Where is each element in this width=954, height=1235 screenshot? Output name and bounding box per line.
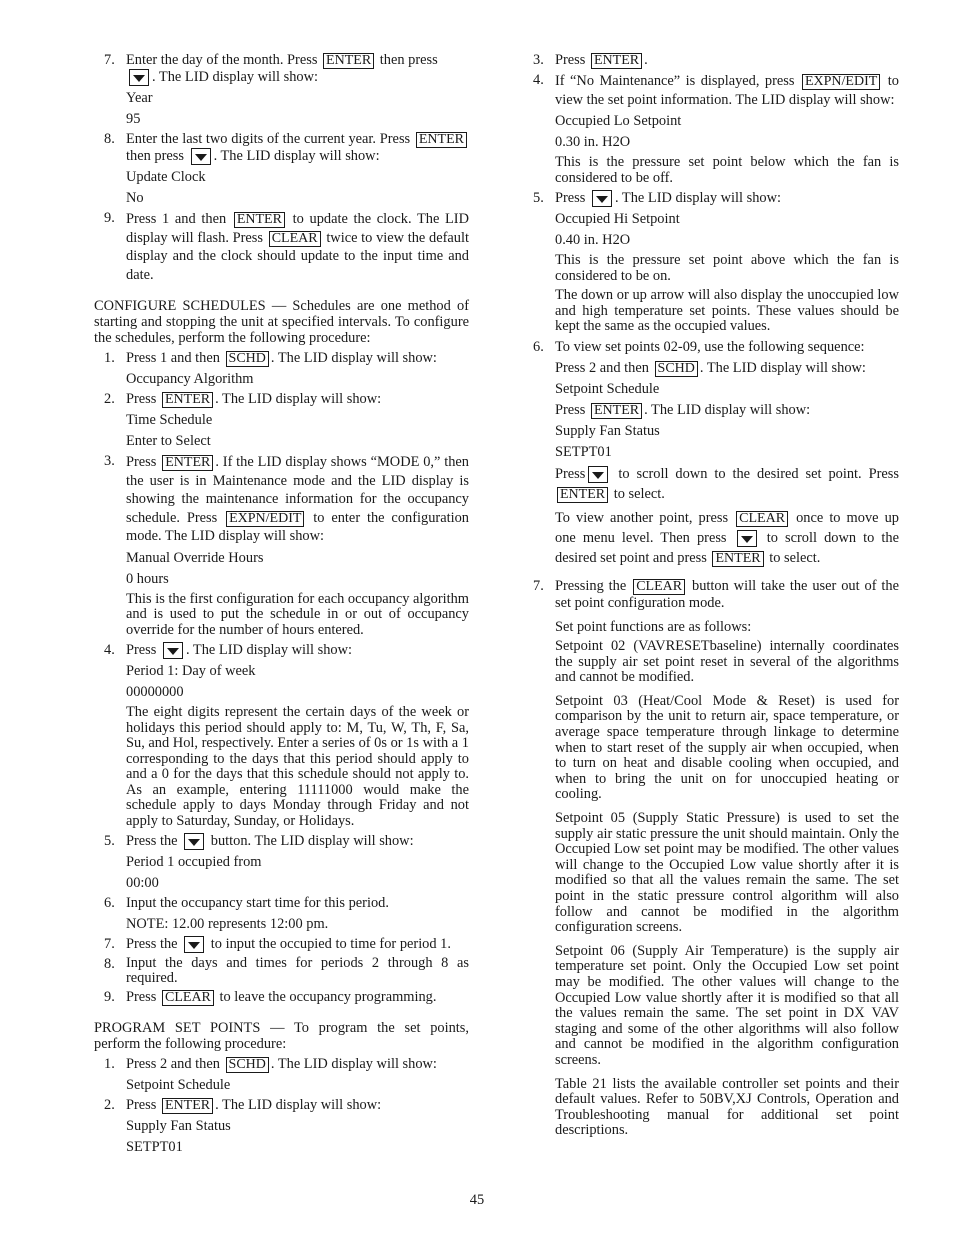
down-arrow-icon: [129, 69, 149, 86]
lid-display-text: 00000000: [126, 684, 184, 700]
lid-display-text: 0.30 in. H2O: [555, 134, 631, 150]
enter-key: ENTER: [591, 403, 642, 419]
step-number: 2.: [104, 1097, 115, 1113]
enter-key: ENTER: [234, 212, 285, 228]
schd-key: SCHD: [226, 1057, 269, 1073]
step-cs5: 5. Press the button. The LID display will show: Period 1 occupied from 00:00: [94, 833, 469, 892]
step-ps6: 6. To view set points 02-09, use the following sequence: Press 2 and then SCHD . The LID display will show: Setpoint Schedule Press ENTER . The LID display will show: Supply Fan Status SETPT01 Press to scroll down to the desired set point. Press ENTER to select. To view another point, press CLEAR once to move up one menu level. Then press to scroll down to the desired set point and press ENTER to select.: [533, 338, 899, 566]
down-arrow-icon: [737, 530, 757, 547]
configure-schedules-heading: CONFIGURE SCHEDULES — Schedules are one method of starting and stopping the unit at specified intervals. To configure the schedules, perform the following procedure:: [94, 298, 469, 346]
down-arrow-icon: [163, 642, 183, 659]
step-ps7: 7. Pressing the CLEAR button will take the user out of the set point configuration mode.: [533, 577, 899, 611]
enter-key: ENTER: [591, 53, 642, 69]
lid-display-text: 00:00: [126, 875, 159, 891]
expn-edit-key: EXPN/EDIT: [226, 511, 304, 527]
setpoint-06-description: Setpoint 06 (Supply Air Temperature) is the supply air temperature set point. Only the Occupied Low set point may be modified. The other values will change to the Occupied Low value shortly after it is modified so that all the values remain the same. The set point in DX VAV staging and some of the other algorithms will also follow and cannot be modified in the algorithm configuration screens.: [555, 942, 899, 1068]
left-column: [94, 52, 469, 1159]
right-column: [523, 52, 899, 1147]
lid-display-text: Year: [126, 90, 153, 106]
lid-display-text: Update Clock: [126, 169, 206, 185]
lid-display-text: Occupancy Algorithm: [126, 371, 254, 387]
lid-display-text: Enter to Select: [126, 433, 211, 449]
enter-key: ENTER: [712, 551, 763, 567]
clear-key: CLEAR: [162, 990, 214, 1006]
step-number: 5.: [104, 833, 115, 849]
setpoint-03-description: Setpoint 03 (Heat/Cool Mode & Reset) is used for comparison by the unit to return air, space temperature, or average space temperature through linkage to determine when to start reset of the supply air when occupied, when to turn on heat and disable cooling when occupied, and when to bring the unit on for unoccupied heating or cooling.: [555, 692, 899, 803]
enter-key: ENTER: [162, 1098, 213, 1114]
step-cs3: 3. Press ENTER . If the LID display shows “MODE 0,” then the user is in Maintenance mode and the LID display is showing the maintenance information for the occupancy schedule. Press EXPN/EDIT to enter the configuration mode. The LID display will show: Manual Override Hours 0 hours This is the first configuration for each occupancy algorithm and is used to put the schedule in or out of occupancy override for the number of hours entered.: [104, 453, 469, 638]
lid-display-text: SETPT01: [555, 443, 612, 460]
lid-display-text: Supply Fan Status: [126, 1118, 231, 1134]
lid-display-text: Setpoint Schedule: [555, 380, 660, 397]
enter-key: ENTER: [557, 487, 608, 503]
step-number: 3.: [533, 52, 544, 68]
step-ps4: 4. If “No Maintenance” is displayed, press EXPN/EDIT to view the set point information. The LID display will show: Occupied Lo Setpoint 0.30 in. H2O This is the pressure set point below which the fan is considered to be off.: [533, 72, 899, 186]
step-number: 6.: [533, 338, 544, 355]
step-number: 4.: [533, 72, 544, 88]
step-number: 5.: [533, 190, 544, 206]
step-number: 9.: [104, 210, 115, 226]
setpoint-02-description: Setpoint 02 (VAVRESETbaseline) internally coordinates the supply air set point reset in several of the algorithms and cannot be modified.: [555, 638, 899, 686]
lid-display-text: 0 hours: [126, 570, 169, 587]
step-ps5: 5. Press . The LID display will show: Occupied Hi Setpoint 0.40 in. H2O This is the pressure set point above which the fan is considered to be on. The down or up arrow will also display the unoccupied low and high temperature set points. These values should be kept the same as the occupied values.: [533, 190, 899, 334]
step-cs1: 1. Press 1 and then SCHD . The LID display will show: Occupancy Algorithm: [94, 350, 469, 388]
step-note: This is the pressure set point above which the fan is considered to be on.: [555, 252, 899, 284]
enter-key: ENTER: [416, 132, 467, 148]
expn-edit-key: EXPN/EDIT: [802, 74, 880, 90]
setpoint-05-description: Setpoint 05 (Supply Static Pressure) is used to set the supply air static pressure the unit should maintain. Only the Occupied Low set point may be modified. The other values will change to the Occupied Low value shortly after it is modified so that all the values remain the same. The set point in the static pressure control algorithm will also follow and cannot be modified in the algorithm configuration screens.: [555, 810, 899, 936]
lid-display-text: 95: [126, 111, 141, 127]
lid-display-text: Period 1 occupied from: [126, 854, 262, 870]
down-arrow-icon: [592, 190, 612, 207]
schd-key: SCHD: [226, 351, 269, 367]
lid-display-text: Occupied Hi Setpoint: [555, 211, 680, 227]
step-set-year: 8. Enter the last two digits of the current year. Press ENTER then press . The LID display will show: Update Clock No: [94, 131, 469, 207]
step-number: 2.: [104, 391, 115, 407]
lid-display-text: Time Schedule: [126, 412, 213, 428]
step-number: 8.: [104, 131, 115, 147]
enter-key: ENTER: [162, 392, 213, 408]
lid-display-text: 0.40 in. H2O: [555, 232, 631, 248]
step-cs2: 2. Press ENTER . The LID display will show: Time Schedule Enter to Select: [94, 391, 469, 450]
step-note: This is the first configuration for each occupancy algorithm and is used to put the schedule in or out of occupancy override for the number of hours entered.: [126, 590, 469, 638]
step-cs8: 8. Input the days and times for periods 2 through 8 as required.: [104, 955, 469, 986]
page-number: 45: [469, 1192, 485, 1208]
down-arrow-icon: [588, 466, 608, 483]
schd-key: SCHD: [655, 361, 698, 377]
step-number: 7.: [104, 52, 115, 68]
step-number: 6.: [104, 895, 115, 911]
step-ps2: 2. Press ENTER . The LID display will show: Supply Fan Status SETPT01: [94, 1097, 469, 1156]
step-note: The down or up arrow will also display the unoccupied low and high temperature set points. These values should be kept the same as the occupied values.: [555, 287, 899, 334]
step-cs6: 6. Input the occupancy start time for this period. NOTE: 12.00 represents 12:00 pm.: [94, 895, 469, 933]
step-number: 7.: [104, 936, 115, 952]
lid-display-text: SETPT01: [126, 1139, 183, 1155]
step-update-clock: 9. Press 1 and then ENTER to update the clock. The LID display will flash. Press CLEAR twice to view the default display and the clock should update to the input time and date.: [104, 210, 469, 283]
step-note: This is the pressure set point below which the fan is considered to be off.: [555, 154, 899, 186]
down-arrow-icon: [184, 833, 204, 850]
lid-display-text: No: [126, 190, 144, 206]
lid-display-text: Occupied Lo Setpoint: [555, 113, 682, 129]
lid-display-text: Supply Fan Status: [555, 422, 660, 439]
step-set-day: 7. Enter the day of the month. Press ENTER then press . The LID display will show: Year 95: [94, 52, 469, 128]
step-ps3: 3. Press ENTER .: [533, 52, 648, 68]
step-ps1: 1. Press 2 and then SCHD . The LID display will show: Setpoint Schedule: [94, 1056, 469, 1094]
step-number: 3.: [104, 453, 115, 469]
lid-display-text: Setpoint Schedule: [126, 1077, 231, 1093]
step-number: 4.: [104, 642, 115, 658]
step-number: 1.: [104, 1056, 115, 1072]
step-number: 7.: [533, 577, 544, 594]
step-cs9: 9. Press CLEAR to leave the occupancy programming.: [104, 989, 437, 1005]
lid-display-text: Manual Override Hours: [126, 549, 264, 566]
step-number: 1.: [104, 350, 115, 366]
step-cs4: 4. Press . The LID display will show: Period 1: Day of week 00000000 The eight digits represent the certain days of the week or holidays this period should apply to: M, Tu, W, Th, F, Sa, Su, and Hol, respectively. Enter a series of 0s or 1s with a 1 corresponding to the days that this period should apply to and a 0 for the days that this schedule should not apply to. As an example, entering 11111000 would make the schedule apply to days Monday through Friday and not apply to Saturday, Sunday, or Holidays.: [104, 642, 469, 829]
step-number: 9.: [104, 989, 115, 1005]
down-arrow-icon: [191, 148, 211, 165]
program-set-points-heading: PROGRAM SET POINTS — To program the set points, perform the following procedure:: [94, 1020, 469, 1052]
lid-display-text: Period 1: Day of week: [126, 663, 256, 679]
step-cs7: 7. Press the to input the occupied to time for period 1.: [104, 936, 451, 952]
clear-key: CLEAR: [269, 231, 321, 247]
down-arrow-icon: [184, 936, 204, 953]
functions-intro: Set point functions are as follows:: [555, 618, 752, 635]
step-note: NOTE: 12.00 represents 12:00 pm.: [126, 916, 329, 932]
step-number: 8.: [104, 956, 115, 972]
clear-key: CLEAR: [736, 511, 788, 527]
enter-key: ENTER: [323, 53, 374, 69]
step-note: The eight digits represent the certain days of the week or holidays this period should apply to: M, Tu, W, Th, F, Sa, Su, and Hol, respectively. Enter a series of 0s or 1s with a 1 corresponding to the days that this period should apply to and a 0 for the days that this schedule should not apply to. As an example, entering 11111000 would make the schedule apply to days Monday through Friday and not apply to Saturday, Sunday, or Holidays.: [126, 704, 469, 829]
enter-key: ENTER: [162, 455, 213, 471]
clear-key: CLEAR: [633, 579, 685, 595]
table-21-reference: Table 21 lists the available controller set points and their default values. Refer to 50BV,XJ Controls, Operation and Troubleshooting manual for additional set point descriptions.: [555, 1075, 899, 1139]
